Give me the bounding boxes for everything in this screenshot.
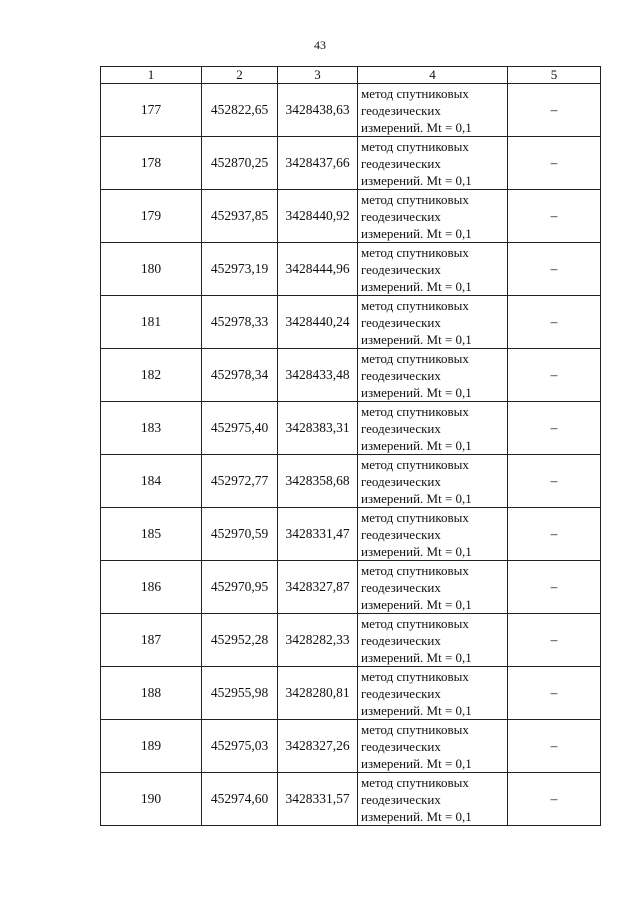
note-cell: – bbox=[508, 84, 601, 137]
y-coordinate-cell: 3428331,57 bbox=[278, 773, 358, 826]
note-cell: – bbox=[508, 243, 601, 296]
method-line: измерений. Mt = 0,1 bbox=[361, 119, 472, 135]
note-cell: – bbox=[508, 720, 601, 773]
y-coordinate-cell: 3428383,31 bbox=[278, 402, 358, 455]
method-line: метод спутниковых bbox=[361, 85, 469, 101]
x-coordinate-cell: 452978,34 bbox=[202, 349, 278, 402]
point-number-cell: 179 bbox=[101, 190, 202, 243]
method-line: метод спутниковых bbox=[361, 509, 469, 525]
header-row bbox=[101, 67, 601, 84]
y-coordinate-cell: 3428327,87 bbox=[278, 561, 358, 614]
y-coordinate-cell: 3428444,96 bbox=[278, 243, 358, 296]
method-line: измерений. Mt = 0,1 bbox=[361, 278, 472, 294]
note-cell: – bbox=[508, 614, 601, 667]
table-row bbox=[101, 349, 601, 402]
note-cell: – bbox=[508, 296, 601, 349]
method-cell bbox=[358, 508, 508, 561]
table-body bbox=[101, 84, 601, 826]
x-coordinate-cell: 452970,95 bbox=[202, 561, 278, 614]
method-line: геодезических bbox=[361, 791, 441, 807]
table-row bbox=[101, 561, 601, 614]
point-number-cell: 185 bbox=[101, 508, 202, 561]
method-line: геодезических bbox=[361, 579, 441, 595]
method-line: измерений. Mt = 0,1 bbox=[361, 702, 472, 718]
header-col-3: 3 bbox=[278, 67, 358, 84]
method-line: геодезических bbox=[361, 155, 441, 171]
y-coordinate-cell: 3428440,92 bbox=[278, 190, 358, 243]
method-line: измерений. Mt = 0,1 bbox=[361, 384, 472, 400]
method-line: геодезических bbox=[361, 526, 441, 542]
method-line: метод спутниковых bbox=[361, 774, 469, 790]
coordinates-table bbox=[100, 66, 601, 826]
method-line: метод спутниковых bbox=[361, 668, 469, 684]
x-coordinate-cell: 452970,59 bbox=[202, 508, 278, 561]
point-number-cell: 183 bbox=[101, 402, 202, 455]
method-line: геодезических bbox=[361, 367, 441, 383]
point-number-cell: 188 bbox=[101, 667, 202, 720]
table-row bbox=[101, 720, 601, 773]
table-row bbox=[101, 84, 601, 137]
x-coordinate-cell: 452973,19 bbox=[202, 243, 278, 296]
table-row bbox=[101, 243, 601, 296]
table-row bbox=[101, 773, 601, 826]
method-line: геодезических bbox=[361, 473, 441, 489]
x-coordinate-cell: 452870,25 bbox=[202, 137, 278, 190]
method-cell bbox=[358, 614, 508, 667]
method-line: измерений. Mt = 0,1 bbox=[361, 225, 472, 241]
x-coordinate-cell: 452822,65 bbox=[202, 84, 278, 137]
table-row bbox=[101, 508, 601, 561]
method-line: измерений. Mt = 0,1 bbox=[361, 490, 472, 506]
method-line: метод спутниковых bbox=[361, 403, 469, 419]
method-line: геодезических bbox=[361, 314, 441, 330]
method-line: метод спутниковых bbox=[361, 350, 469, 366]
method-line: измерений. Mt = 0,1 bbox=[361, 755, 472, 771]
method-line: геодезических bbox=[361, 261, 441, 277]
method-cell bbox=[358, 84, 508, 137]
point-number-cell: 177 bbox=[101, 84, 202, 137]
method-line: измерений. Mt = 0,1 bbox=[361, 543, 472, 559]
method-line: метод спутниковых bbox=[361, 297, 469, 313]
page-number: 43 bbox=[314, 38, 326, 52]
note-cell: – bbox=[508, 508, 601, 561]
x-coordinate-cell: 452975,40 bbox=[202, 402, 278, 455]
method-line: метод спутниковых bbox=[361, 191, 469, 207]
y-coordinate-cell: 3428280,81 bbox=[278, 667, 358, 720]
point-number-cell: 180 bbox=[101, 243, 202, 296]
header-col-1: 1 bbox=[101, 67, 202, 84]
table-row bbox=[101, 296, 601, 349]
method-line: измерений. Mt = 0,1 bbox=[361, 596, 472, 612]
method-line: измерений. Mt = 0,1 bbox=[361, 808, 472, 824]
table-row bbox=[101, 190, 601, 243]
method-cell bbox=[358, 137, 508, 190]
method-cell bbox=[358, 190, 508, 243]
method-line: геодезических bbox=[361, 685, 441, 701]
x-coordinate-cell: 452972,77 bbox=[202, 455, 278, 508]
method-cell bbox=[358, 243, 508, 296]
point-number-cell: 184 bbox=[101, 455, 202, 508]
point-number-cell: 181 bbox=[101, 296, 202, 349]
point-number-cell: 187 bbox=[101, 614, 202, 667]
note-cell: – bbox=[508, 402, 601, 455]
note-cell: – bbox=[508, 773, 601, 826]
method-line: метод спутниковых bbox=[361, 562, 469, 578]
point-number-cell: 189 bbox=[101, 720, 202, 773]
x-coordinate-cell: 452952,28 bbox=[202, 614, 278, 667]
point-number-cell: 182 bbox=[101, 349, 202, 402]
x-coordinate-cell: 452975,03 bbox=[202, 720, 278, 773]
method-line: метод спутниковых bbox=[361, 615, 469, 631]
method-cell bbox=[358, 402, 508, 455]
method-cell bbox=[358, 296, 508, 349]
point-number-cell: 190 bbox=[101, 773, 202, 826]
method-line: измерений. Mt = 0,1 bbox=[361, 649, 472, 665]
x-coordinate-cell: 452974,60 bbox=[202, 773, 278, 826]
y-coordinate-cell: 3428437,66 bbox=[278, 137, 358, 190]
method-line: геодезических bbox=[361, 208, 441, 224]
table-row bbox=[101, 402, 601, 455]
method-line: геодезических bbox=[361, 102, 441, 118]
point-number-cell: 178 bbox=[101, 137, 202, 190]
method-cell bbox=[358, 349, 508, 402]
method-line: измерений. Mt = 0,1 bbox=[361, 437, 472, 453]
header-col-4: 4 bbox=[358, 67, 508, 84]
method-line: измерений. Mt = 0,1 bbox=[361, 331, 472, 347]
method-line: измерений. Mt = 0,1 bbox=[361, 172, 472, 188]
method-cell bbox=[358, 667, 508, 720]
x-coordinate-cell: 452937,85 bbox=[202, 190, 278, 243]
method-cell bbox=[358, 773, 508, 826]
y-coordinate-cell: 3428438,63 bbox=[278, 84, 358, 137]
x-coordinate-cell: 452955,98 bbox=[202, 667, 278, 720]
method-cell bbox=[358, 455, 508, 508]
table-row bbox=[101, 614, 601, 667]
y-coordinate-cell: 3428433,48 bbox=[278, 349, 358, 402]
y-coordinate-cell: 3428282,33 bbox=[278, 614, 358, 667]
y-coordinate-cell: 3428358,68 bbox=[278, 455, 358, 508]
y-coordinate-cell: 3428327,26 bbox=[278, 720, 358, 773]
note-cell: – bbox=[508, 349, 601, 402]
method-line: геодезических bbox=[361, 632, 441, 648]
y-coordinate-cell: 3428331,47 bbox=[278, 508, 358, 561]
table-row bbox=[101, 667, 601, 720]
method-line: геодезических bbox=[361, 420, 441, 436]
point-number-cell: 186 bbox=[101, 561, 202, 614]
method-cell bbox=[358, 720, 508, 773]
method-line: метод спутниковых bbox=[361, 721, 469, 737]
note-cell: – bbox=[508, 190, 601, 243]
table-row bbox=[101, 137, 601, 190]
x-coordinate-cell: 452978,33 bbox=[202, 296, 278, 349]
note-cell: – bbox=[508, 561, 601, 614]
header-col-5: 5 bbox=[508, 67, 601, 84]
header-col-2: 2 bbox=[202, 67, 278, 84]
table-row bbox=[101, 455, 601, 508]
note-cell: – bbox=[508, 137, 601, 190]
y-coordinate-cell: 3428440,24 bbox=[278, 296, 358, 349]
table-header bbox=[101, 67, 601, 84]
method-line: геодезических bbox=[361, 738, 441, 754]
method-line: метод спутниковых bbox=[361, 456, 469, 472]
method-cell bbox=[358, 561, 508, 614]
note-cell: – bbox=[508, 455, 601, 508]
method-line: метод спутниковых bbox=[361, 138, 469, 154]
note-cell: – bbox=[508, 667, 601, 720]
method-line: метод спутниковых bbox=[361, 244, 469, 260]
